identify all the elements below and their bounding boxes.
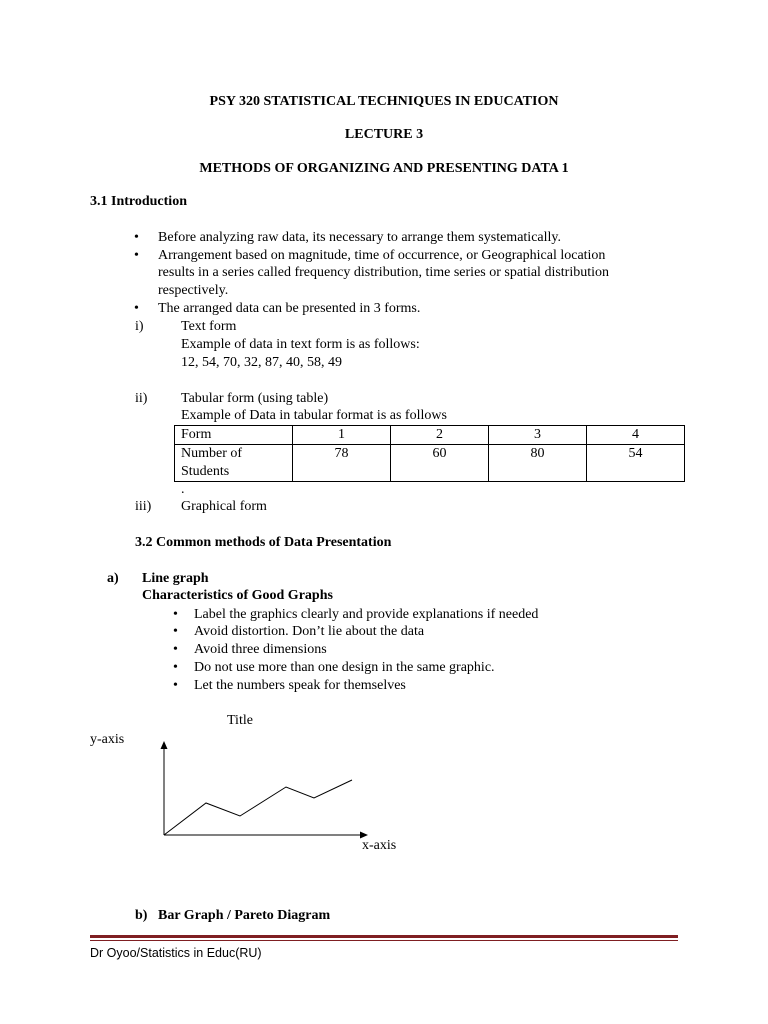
list-item: Arrangement based on magnitude, time of occurrence, or Geographical location [158, 248, 606, 263]
form-marker: i) [135, 319, 144, 334]
document-title: PSY 320 STATISTICAL TECHNIQUES IN EDUCATION [209, 94, 559, 109]
subsection-title-line-graph: Line graph [142, 571, 209, 586]
form-label: Text form [181, 319, 237, 334]
sketch-trend-line [164, 780, 352, 835]
example-data-table [174, 425, 685, 482]
sketch-x-axis-label: x-axis [362, 838, 397, 853]
table-cell: 2 [391, 426, 489, 445]
table-cell: 80 [489, 445, 587, 482]
bullet-icon [173, 606, 178, 624]
list-item: Do not use more than one design in the same graphic. [194, 660, 495, 675]
text-form-example: 12, 54, 70, 32, 87, 40, 58, 49 [181, 355, 342, 370]
characteristics-heading: Characteristics of Good Graphs [142, 588, 333, 603]
form-label: Tabular form (using table) [181, 391, 329, 406]
list-item: Let the numbers speak for themselves [194, 678, 406, 693]
bullet-icon [134, 247, 139, 265]
table-cell: 1 [293, 426, 391, 445]
sketch-title-label: Title [227, 713, 253, 728]
form-marker: iii) [135, 499, 152, 514]
footer-rule-thin [90, 940, 678, 941]
list-item: Avoid three dimensions [194, 642, 327, 657]
subsection-marker: b) [135, 908, 148, 923]
y-axis-arrowhead-icon [161, 741, 168, 749]
bullet-icon [134, 300, 139, 318]
table-cell: 78 [293, 445, 391, 482]
sketch-y-axis-label: y-axis [90, 732, 125, 747]
table-cell: 54 [587, 445, 685, 482]
list-item-continuation: respectively. [158, 283, 229, 298]
list-item: The arranged data can be presented in 3 forms. [158, 301, 421, 316]
list-item: Before analyzing raw data, its necessary to arrange them systematically. [158, 230, 561, 245]
table-cell: 3 [489, 426, 587, 445]
list-item: Avoid distortion. Don’t lie about the data [194, 624, 425, 639]
table-row [175, 445, 685, 482]
section-heading-introduction: 3.1 Introduction [90, 194, 187, 209]
bullet-icon [134, 229, 139, 247]
list-item-continuation: results in a series called frequency distribution, time series or spatial distribution [158, 265, 610, 280]
form-detail: Example of Data in tabular format is as follows [181, 408, 447, 423]
bullet-icon [173, 623, 178, 641]
bullet-icon [173, 641, 178, 659]
form-label: Graphical form [181, 499, 267, 514]
table-cell: Number of Students [175, 445, 293, 482]
subsection-marker: a) [107, 571, 119, 586]
footer-text: Dr Oyoo/Statistics in Educ(RU) [90, 946, 262, 960]
form-detail: Example of data in text form is as follows: [181, 337, 420, 352]
table-cell: Form [175, 426, 293, 445]
table-cell: 60 [391, 445, 489, 482]
section-heading-methods: 3.2 Common methods of Data Presentation [135, 535, 392, 550]
form-marker: ii) [135, 391, 148, 406]
subsection-title-bar-graph: Bar Graph / Pareto Diagram [158, 908, 331, 923]
lecture-topic: METHODS OF ORGANIZING AND PRESENTING DATA 1 [199, 161, 569, 176]
lecture-number: LECTURE 3 [344, 127, 424, 142]
bullet-icon [173, 677, 178, 695]
bullet-icon [173, 659, 178, 677]
table-cell: 4 [587, 426, 685, 445]
footer-rule-thick [90, 935, 678, 938]
table-header-row [175, 426, 685, 445]
table-trailing-mark: . [181, 482, 185, 497]
list-item: Label the graphics clearly and provide explanations if needed [194, 607, 539, 622]
